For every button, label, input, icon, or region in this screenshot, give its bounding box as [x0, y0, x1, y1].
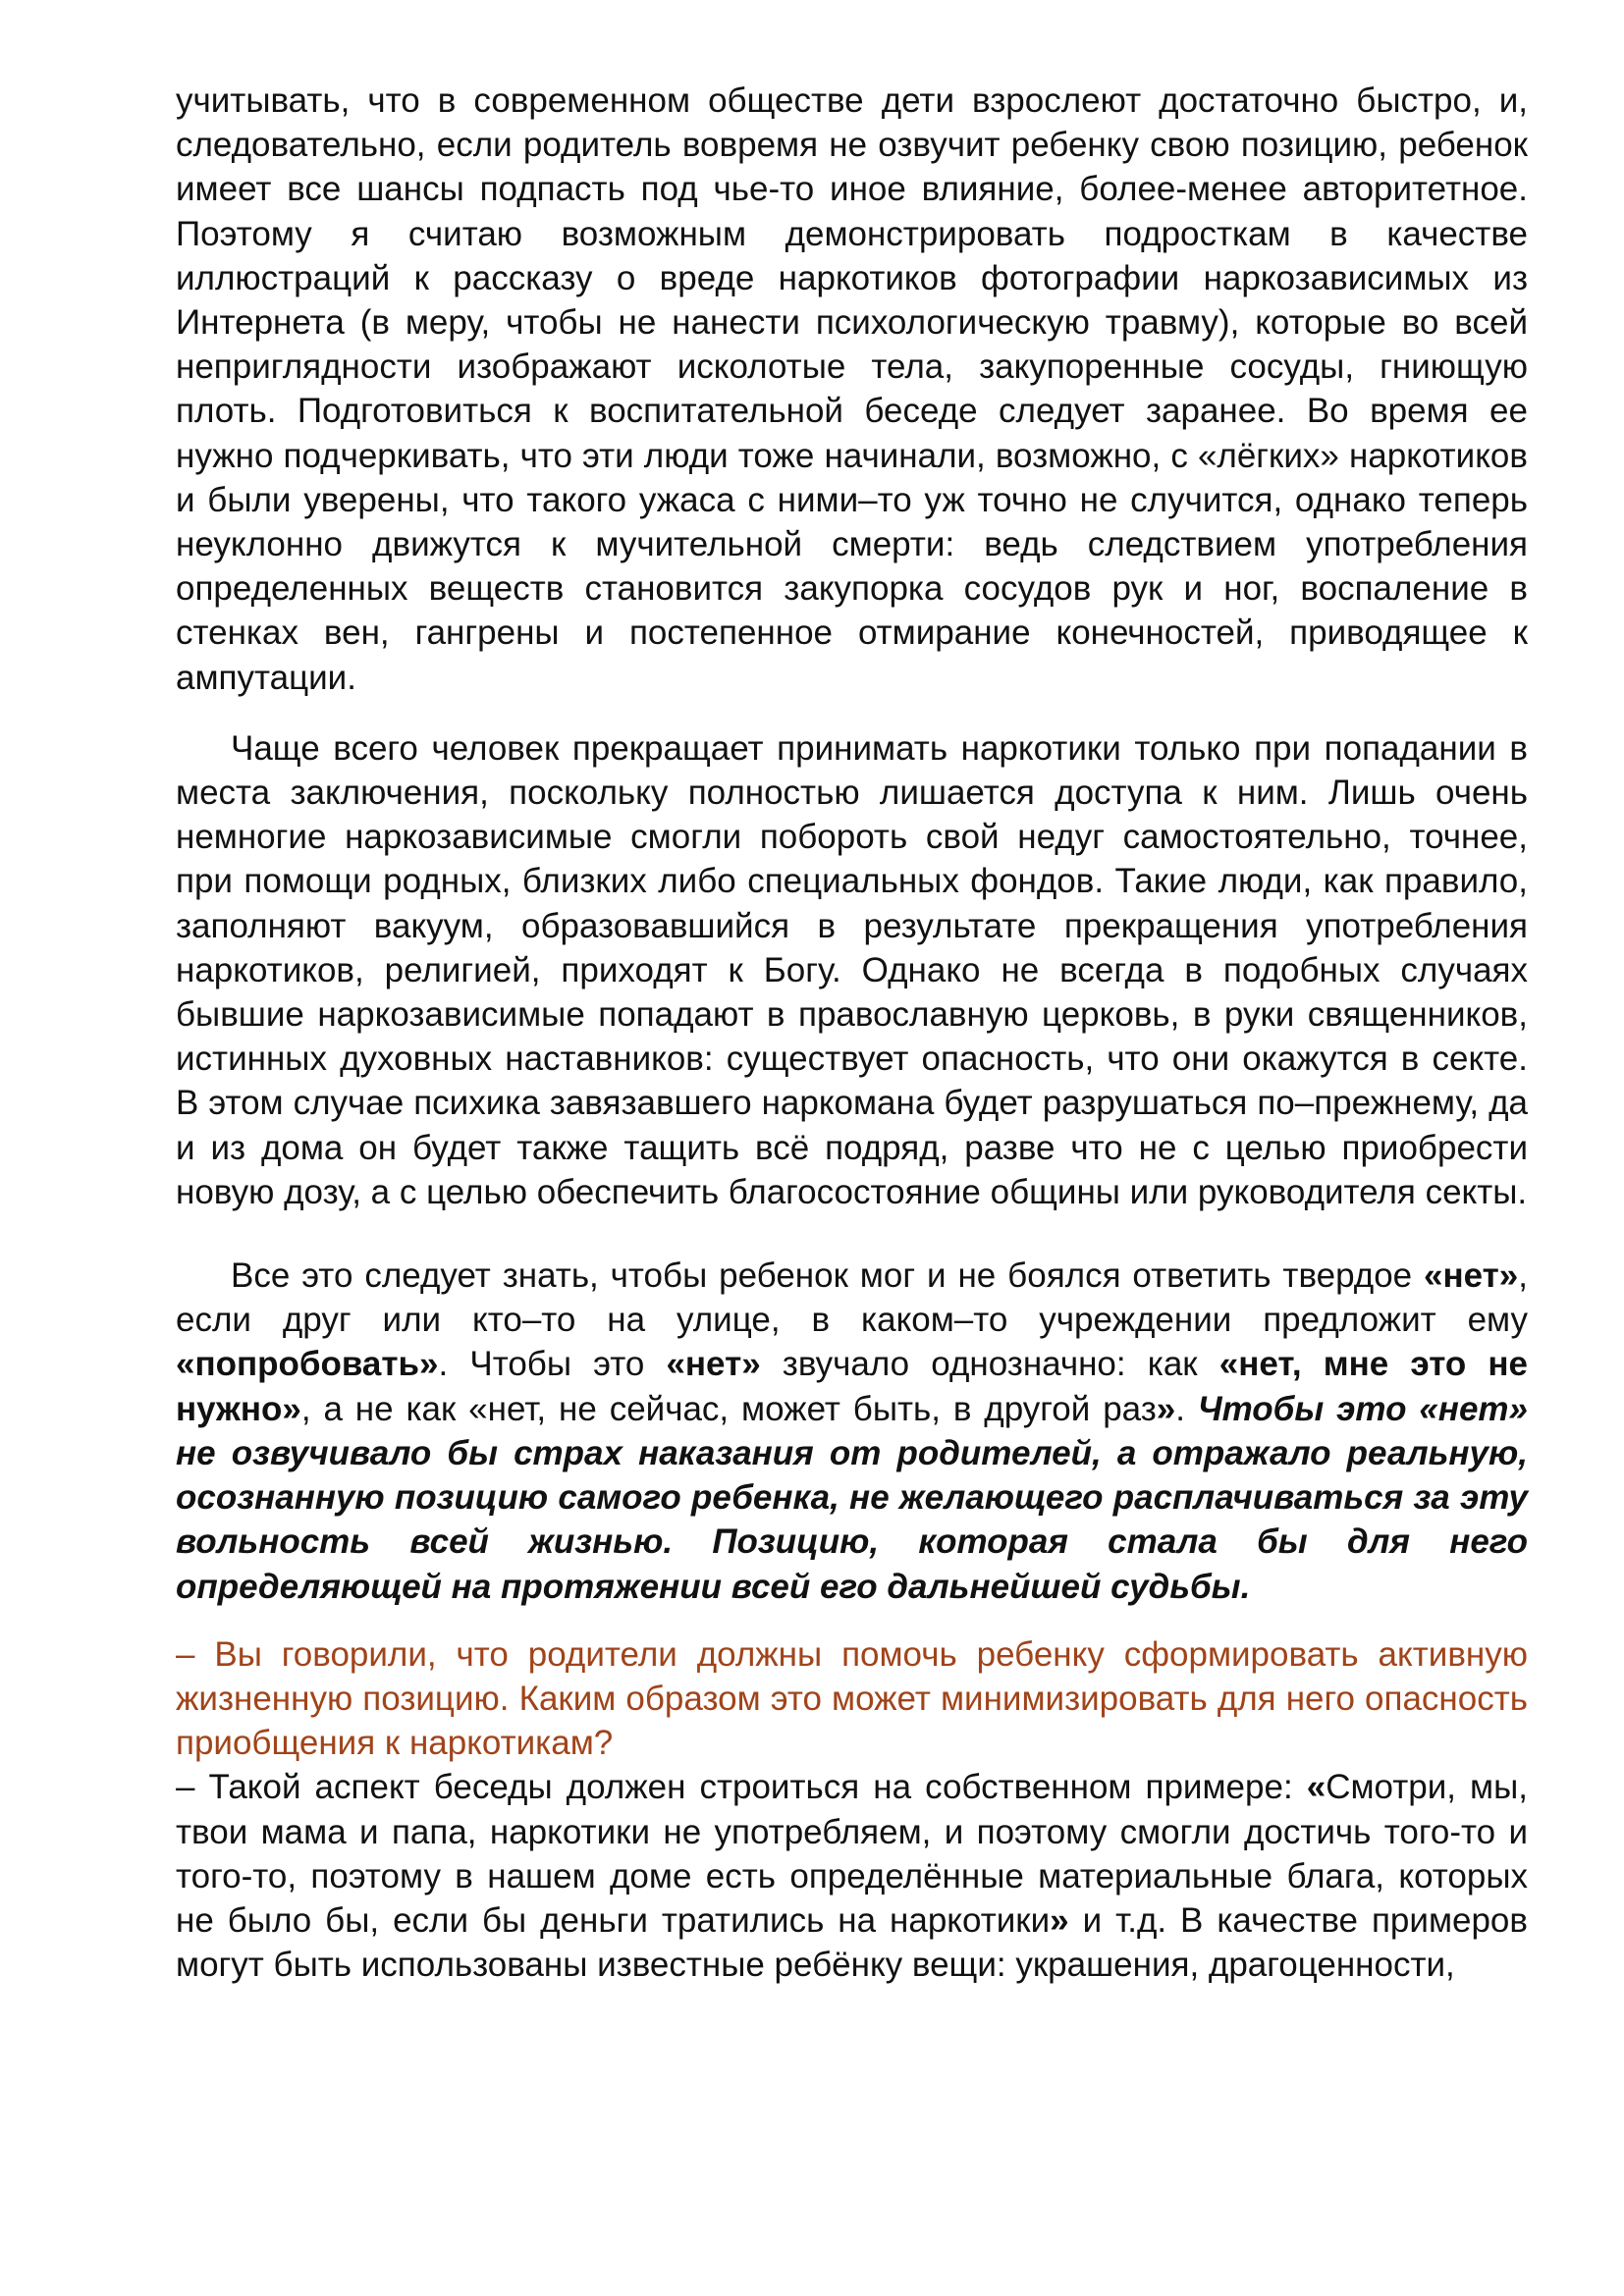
paragraph-say-no — [176, 1254, 1528, 1609]
answer-text-1: – Такой аспект беседы должен строиться на собственном примере: — [176, 1768, 1307, 1807]
emphasized-position-text: Чтобы это «нет» не озвучивало бы страх наказания от родителей, а отражало реальную, осознанную позицию самого ребенка, не желающего расплачиваться за эту вольность всей жизнью. Позицию, которая стала бы для него определяющей на протяжении всей его дальнейшей судьбы. — [176, 1389, 1528, 1606]
say-no-text-2: , если друг или кто–то на улице, в каком–то учреждении предложит ему — [176, 1256, 1528, 1340]
say-no-text-3: . Чтобы это — [438, 1345, 667, 1384]
interview-answer — [176, 1765, 1528, 1987]
document-page — [176, 79, 1528, 1987]
say-no-text-1: Все это следует знать, чтобы ребенок мог и не боялся ответить твердое — [231, 1256, 1425, 1296]
say-no-text-6: . — [1175, 1389, 1198, 1428]
dont-need-phrase: «нет, мне это не нужно» — [176, 1345, 1528, 1428]
closing-quote-mark: » — [1156, 1389, 1176, 1428]
say-no-text-5: , а не как «нет, не сейчас, может быть, в другой раз — [300, 1389, 1157, 1428]
say-no-quote-2: «нет» — [666, 1345, 761, 1384]
interview-question: – Вы говорили, что родители должны помочь ребенку сформировать активную жизненную позицию. Каким образом это может минимизировать для него опасность приобщения к наркотикам? — [176, 1634, 1528, 1763]
answer-close-quote: » — [1050, 1900, 1069, 1940]
answer-text-2: Смотри, мы, твои мама и папа, наркотики не употребляем, и поэтому смогли достичь того-то и того-то, поэтому в нашем доме есть определённые материальные блага, которых не было бы, если бы деньги тратились на наркотики — [176, 1768, 1528, 1940]
try-quote: «попробовать» — [176, 1345, 439, 1384]
say-no-text-4: звучало однозначно: как — [760, 1345, 1219, 1384]
say-no-quote-1: «нет» — [1424, 1256, 1519, 1296]
paragraph-quitting-drugs: Чаще всего человек прекращает принимать наркотики только при попадании в места заключения, поскольку полностью лишается доступа к ним. Лишь очень немногие наркозависимые смогли побороть свой недуг самостоятельно, точнее, при помощи родных, близких либо специальных фондов. Такие люди, как правило, заполняют вакуум, образовавшийся в результате прекращения употребления наркотиков, религией, приходят к Богу. Однако не всегда в подобных случаях бывшие наркозависимые попадают в православную церковь, в руки священников, истинных духовных наставников: существует опасность, что они окажутся в секте. В этом случае психика завязавшего наркомана будет разрушаться по–прежнему, да и из дома он будет также тащить всё подряд, разве что не с целью приобрести новую дозу, а с целью обеспечить благосостояние общины или руководителя секты. — [176, 728, 1528, 1211]
answer-open-quote: « — [1306, 1768, 1326, 1807]
answer-text-3: и т.д. В качестве примеров могут быть использованы известные ребёнку вещи: украшения, драгоценности, — [176, 1900, 1528, 1985]
paragraph-drug-photos: учитывать, что в современном обществе дети взрослеют достаточно быстро, и, следовательно, если родитель вовремя не озвучит ребенку свою позицию, ребенок имеет все шансы подпасть под чье-то иное влияние, более-менее авторитетное. Поэтому я считаю возможным демонстрировать подросткам в качестве иллюстраций к рассказу о вреде наркотиков фотографии наркозависимых из Интернета (в меру, чтобы не нанести психологическую травму), которые во всей неприглядности изображают исколотые тела, закупоренные сосуды, гниющую плоть. Подготовиться к воспитательной беседе следует заранее. Во время ее нужно подчеркивать, что эти люди тоже начинали, возможно, с «лёгких» наркотиков и были уверены, что такого ужаса с ними–то уж точно не случится, однако теперь неуклонно движутся к мучительной смерти: ведь следствием употребления определенных веществ становится закупорка сосудов рук и ног, воспаление в стенках вен, гангрены и постепенное отмирание конечностей, приводящее к ампутации. — [176, 81, 1528, 697]
